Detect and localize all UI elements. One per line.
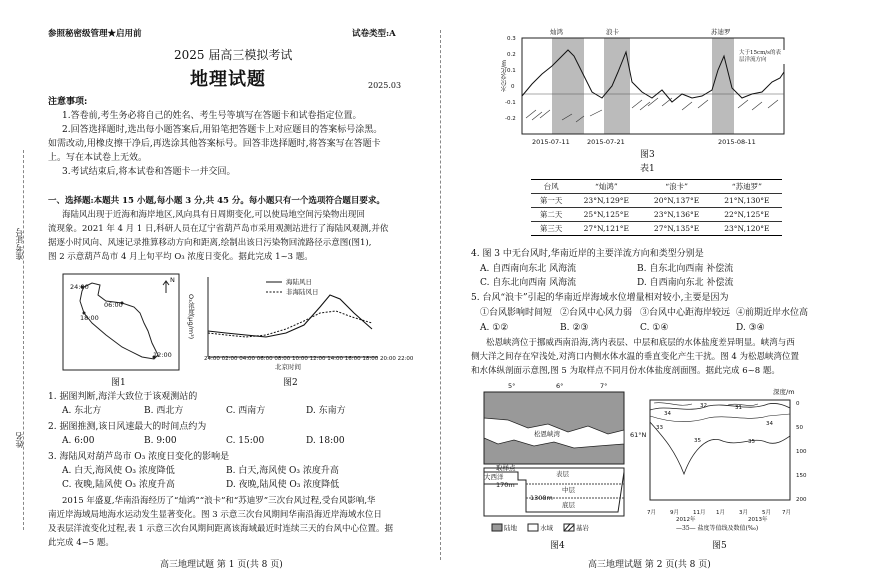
q4-option-c[interactable]: C. 自东北向西南 风海流 (480, 278, 577, 288)
q5-statement-1: ①台风影响时间短 (480, 308, 553, 318)
fig3-caption: 图3 (640, 150, 655, 160)
fig2-xticks: 24:00 02:00 04:00 06:00 08:00 10:00 12:00 14:00 16:00 18:00 20:00 22:00 (204, 356, 414, 362)
q4-option-b[interactable]: B. 自东北向西南 补偿流 (637, 264, 734, 274)
table-cell: 27°N,135°E (641, 222, 711, 236)
q1-option-c[interactable]: C. 西南方 (226, 406, 266, 416)
fig2-xlabel: 北京时间 (275, 363, 301, 371)
notes-heading: 注意事项: (48, 97, 88, 107)
table-cell: 第二天 (531, 208, 571, 222)
table-cell: 第一天 (531, 194, 571, 208)
fig4-lon-7: 7° (600, 382, 608, 390)
table1 (531, 179, 782, 236)
q3-option-d[interactable]: D. 夜晚,陆风使 O₃ 浓度降低 (226, 480, 340, 490)
section1-heading: 一、选择题:本题共 15 小题,每小题 3 分,共 45 分。每小题只有一个选项符合题目要求。 (48, 196, 385, 206)
fig5-ytick-100: 100 (796, 449, 807, 455)
fig5-year-2013: 2013年 (748, 517, 768, 523)
fig3-date-2: 2015-07-21 (587, 138, 625, 146)
table-cell: 23°N,129°E (571, 194, 641, 208)
table-cell: 22°N,125°E (712, 208, 782, 222)
table-row (531, 222, 782, 236)
q2-option-c[interactable]: C. 15:00 (226, 436, 265, 446)
fig3-ylabel: 水位变化/m (501, 60, 508, 92)
fig5-ytick-50: 50 (796, 425, 803, 431)
exam-date: 2025.03 (368, 81, 402, 90)
fig5-ytick-0: 0 (796, 401, 800, 407)
fig1-caption: 图1 (111, 378, 126, 388)
fig4-middle-layer: 中层 (562, 486, 575, 494)
fig5-xtick: 1月 (716, 510, 725, 516)
q3-stem: 3. 海陆风对葫芦岛市 O₃ 浓度日变化的影响是 (48, 452, 230, 462)
passage1-line2: 流现象。2021 年 4 月 1 日,科研人员在辽宁省葫芦岛市采用观测站进行了海陆风观测,并依 (48, 224, 389, 234)
table-header-cell: “灿鸿” (571, 180, 641, 194)
fig4-sample-point: 取样点 (496, 464, 516, 472)
q5-statement-4: ④前期近岸水位高 (736, 308, 809, 318)
non-sea-land-breeze-line (208, 311, 372, 337)
passage2-line1: 2015 年盛夏,华南沿海经历了“灿鸿”“浪卡”和“苏迪罗”三次台风过程,受台风影响,华 (62, 496, 376, 506)
q1-stem: 1. 据图判断,海洋大致位于该观测站的 (48, 392, 198, 402)
fig1-label-0600: 06:00 (104, 301, 123, 309)
passage1-line1: 海陆风出现于近海和海岸地区,风向具有日周期变化,可以使局地空间污染物出现回 (62, 210, 365, 220)
fig2-legend-non: 非海陆风日 (286, 288, 319, 296)
q5-statement-2: ②台风中心风力弱 (560, 308, 633, 318)
subject-title: 地理试题 (190, 69, 266, 90)
fig3-ytick-5: -0.1 (505, 100, 516, 106)
fig4-lon-6: 6° (556, 382, 564, 390)
storm-label-3: 苏迪罗 (711, 28, 731, 36)
table-header-row (531, 180, 782, 194)
table-cell: 21°N,130°E (712, 194, 782, 208)
fig4-caption: 图4 (550, 541, 565, 551)
q4-stem: 4. 图 3 中无台风时,华南近岸的主要洋流方向和类型分别是 (471, 249, 704, 259)
table-header-cell: 台风 (531, 180, 571, 194)
fig4-legend-land: 陆地 (504, 524, 517, 532)
passage1-line4: 图 2 示意葫芦岛市 4 月上旬平均 O₃ 浓度日变化。据此完成 1~3 题。 (48, 252, 313, 262)
q2-option-d[interactable]: D. 18:00 (306, 436, 345, 446)
q4-option-a[interactable]: A. 自西南向东北 风海流 (480, 264, 577, 274)
note-2a: 2.回答选择题时,选出每小题答案后,用铅笔把答题卡上对应题目的答案标号涂黑。 (62, 125, 383, 135)
note-3: 3.考试结束后,将本试卷和答题卡一并交回。 (62, 167, 236, 177)
fig3-ytick-6: -0.2 (505, 116, 516, 122)
q4-option-d[interactable]: D. 自西南向东北 补偿流 (637, 278, 734, 288)
passage3-line1: 松恩峡湾位于挪威西南沿海,湾内表层、中层和底层的水体盐度差异明显。峡湾与西 (486, 338, 795, 348)
fig5-ytick-150: 150 (796, 473, 807, 479)
fig5-legend: —35— 盐度等值线及数值(‰) (676, 525, 759, 532)
q3-option-b[interactable]: B. 白天,海风使 O₃ 浓度升高 (226, 466, 339, 476)
fig5-xtick: 3月 (739, 510, 748, 516)
fig4-legend-bedrock: 基岩 (576, 524, 589, 532)
secret-label: 参照秘密级管理★启用前 (48, 29, 142, 39)
table-cell: 23°N,120°E (712, 222, 782, 236)
table-cell: 第三天 (531, 222, 571, 236)
storm-label-1: 灿鸿 (550, 28, 563, 36)
storm-label-2: 浪卡 (606, 28, 619, 36)
q2-option-b[interactable]: B. 9:00 (144, 436, 177, 446)
figure4-fjord-map (478, 388, 628, 538)
table-header-cell: “苏迪罗” (712, 180, 782, 194)
fig4-bottom-layer: 底层 (562, 501, 575, 509)
fig5-xtick: 7月 (782, 510, 791, 516)
fig4-lon-5: 5° (508, 382, 516, 390)
passage3-line3: 和水体纵剖面示意图,图 5 为取样点不同月份水体盐度剖面图。据此完成 6~8 题。 (471, 366, 780, 376)
fig4-depth-170: 170m (496, 481, 515, 489)
fig1-label-1800: 18:00 (80, 314, 99, 322)
passage3-line2: 侧大洋之间存在窄浅处,对湾口内侧水体水温的垂直变化产生干扰。图 4 为松恩峡湾位置 (471, 352, 800, 362)
fig4-fjord-label: 松恩峡湾 (534, 430, 560, 438)
fig3-ytick-3: 0.1 (507, 68, 516, 74)
fig5-xtick: 9月 (670, 510, 679, 516)
passage2-line4: 此完成 4~5 题。 (48, 538, 114, 548)
table-row (531, 208, 782, 222)
sea-land-breeze-line (208, 295, 372, 337)
fig5-caption: 图5 (712, 541, 727, 551)
q2-option-a[interactable]: A. 6:00 (62, 436, 95, 446)
fig5-contour-label: 32 (700, 403, 707, 409)
note-1: 1.答卷前,考生务必将自己的姓名、考生号等填写在答题卡和试卷指定位置。 (62, 111, 362, 121)
fig4-surface-layer: 表层 (556, 470, 569, 478)
q1-option-a[interactable]: A. 东北方 (62, 406, 102, 416)
footer-right: 高三地理试题 第 2 页(共 8 页) (588, 560, 711, 570)
fig4-legend-water: 水域 (540, 524, 553, 532)
passage2-line2: 南近岸海域局地海水运动发生显著变化。图 3 示意三次台风期间华南沿海近岸海域水位日 (48, 510, 382, 520)
table-cell: 25°N,125°E (571, 208, 641, 222)
fig5-contour-label: 34 (664, 411, 671, 417)
fig2-ylabel: O₃浓度(μg/m³) (187, 294, 195, 340)
binding-line (23, 150, 24, 530)
q3-option-a[interactable]: A. 白天,海风使 O₃ 浓度降低 (62, 466, 175, 476)
table-cell: 27°N,121°E (571, 222, 641, 236)
note-2c: 上。写在本试卷上无效。 (48, 153, 148, 163)
table-cell: 20°N,137°E (641, 194, 711, 208)
fig3-ytick-2: 0.2 (507, 52, 516, 58)
q2-stem: 2. 据图推测,该日风速最大的时间点约为 (48, 422, 207, 432)
q5-option-c[interactable]: C. ①④ (640, 323, 669, 333)
fig4-depth-1308: 1308m (530, 494, 553, 502)
fig5-xtick: 11月 (693, 510, 706, 516)
q3-option-c[interactable]: C. 夜晚,陆风使 O₃ 浓度升高 (62, 480, 175, 490)
fig5-contour-label: 34 (766, 421, 773, 427)
fig2-caption: 图2 (283, 378, 298, 388)
passage2-line3: 及表层洋流变化过程,表 1 示意三次台风期间距离该海域最近时连续三天的台风中心位置。据 (48, 524, 394, 534)
fig3-current-note: 大于15cm/s的表层洋流方向 (739, 50, 785, 64)
fig3-ytick-4: 0 (511, 84, 515, 90)
q1-option-d[interactable]: D. 东南方 (306, 406, 346, 416)
note-2b: 如需改动,用橡皮擦干净后,再选涂其他答案标号。回答非选择题时,将答案写在答题卡 (48, 139, 381, 149)
fig4-lat: 61°N (630, 431, 647, 439)
paper-type: 试卷类型:A (352, 29, 396, 39)
fig5-xtick: 7月 (647, 510, 656, 516)
q1-option-b[interactable]: B. 西北方 (144, 406, 184, 416)
q5-option-a[interactable]: A. ①② (480, 323, 509, 333)
q5-stem: 5. 台风“浪卡”引起的华南近岸海域水位增量相对较小,主要是因为 (471, 293, 729, 303)
table-cell: 23°N,136°E (641, 208, 711, 222)
page-divider (440, 30, 441, 560)
fig5-ytick-200: 200 (796, 497, 807, 503)
fig3-date-3: 2015-08-11 (718, 138, 756, 146)
ticket-number-label: 准考证号 (15, 228, 24, 260)
name-label: 姓名 (15, 432, 24, 448)
fig5-contour-label: 35 (748, 439, 755, 445)
north-arrow-label: N (170, 276, 175, 284)
q5-option-b[interactable]: B. ②③ (560, 323, 589, 333)
fig3-ytick-1: 0.3 (507, 36, 516, 42)
footer-left: 高三地理试题 第 1 页(共 8 页) (160, 560, 283, 570)
q5-option-d[interactable]: D. ③④ (736, 323, 765, 333)
fig5-year-2012: 2012年 (676, 517, 696, 523)
q5-statement-3: ③台风中心距海岸较远 (640, 308, 731, 318)
fig5-contour-label: 31 (735, 405, 742, 411)
fig5-contour-label: 35 (694, 438, 701, 444)
fig4-atlantic-label: 大西洋 (484, 473, 504, 481)
fig1-label-1200: 12:00 (153, 351, 172, 359)
fig2-legend-sea: 海陆风日 (286, 278, 312, 286)
table-header-cell: “浪卡” (641, 180, 711, 194)
fig5-contour-label: 33 (656, 425, 663, 431)
fig5-ylabel: 深度/m (773, 388, 795, 396)
fig1-label-2400: 24:00 (70, 283, 89, 291)
fig5-xtick: 5月 (762, 510, 771, 516)
fig3-date-1: 2015-07-11 (532, 138, 570, 146)
passage1-line3: 据逐小时风向、风速记录推算移动方向和距离,绘制出该日污染物回流路径示意图(图1), (48, 238, 372, 248)
table1-caption: 表1 (640, 164, 655, 174)
table-row (531, 194, 782, 208)
exam-title: 2025 届高三模拟考试 (174, 48, 293, 62)
